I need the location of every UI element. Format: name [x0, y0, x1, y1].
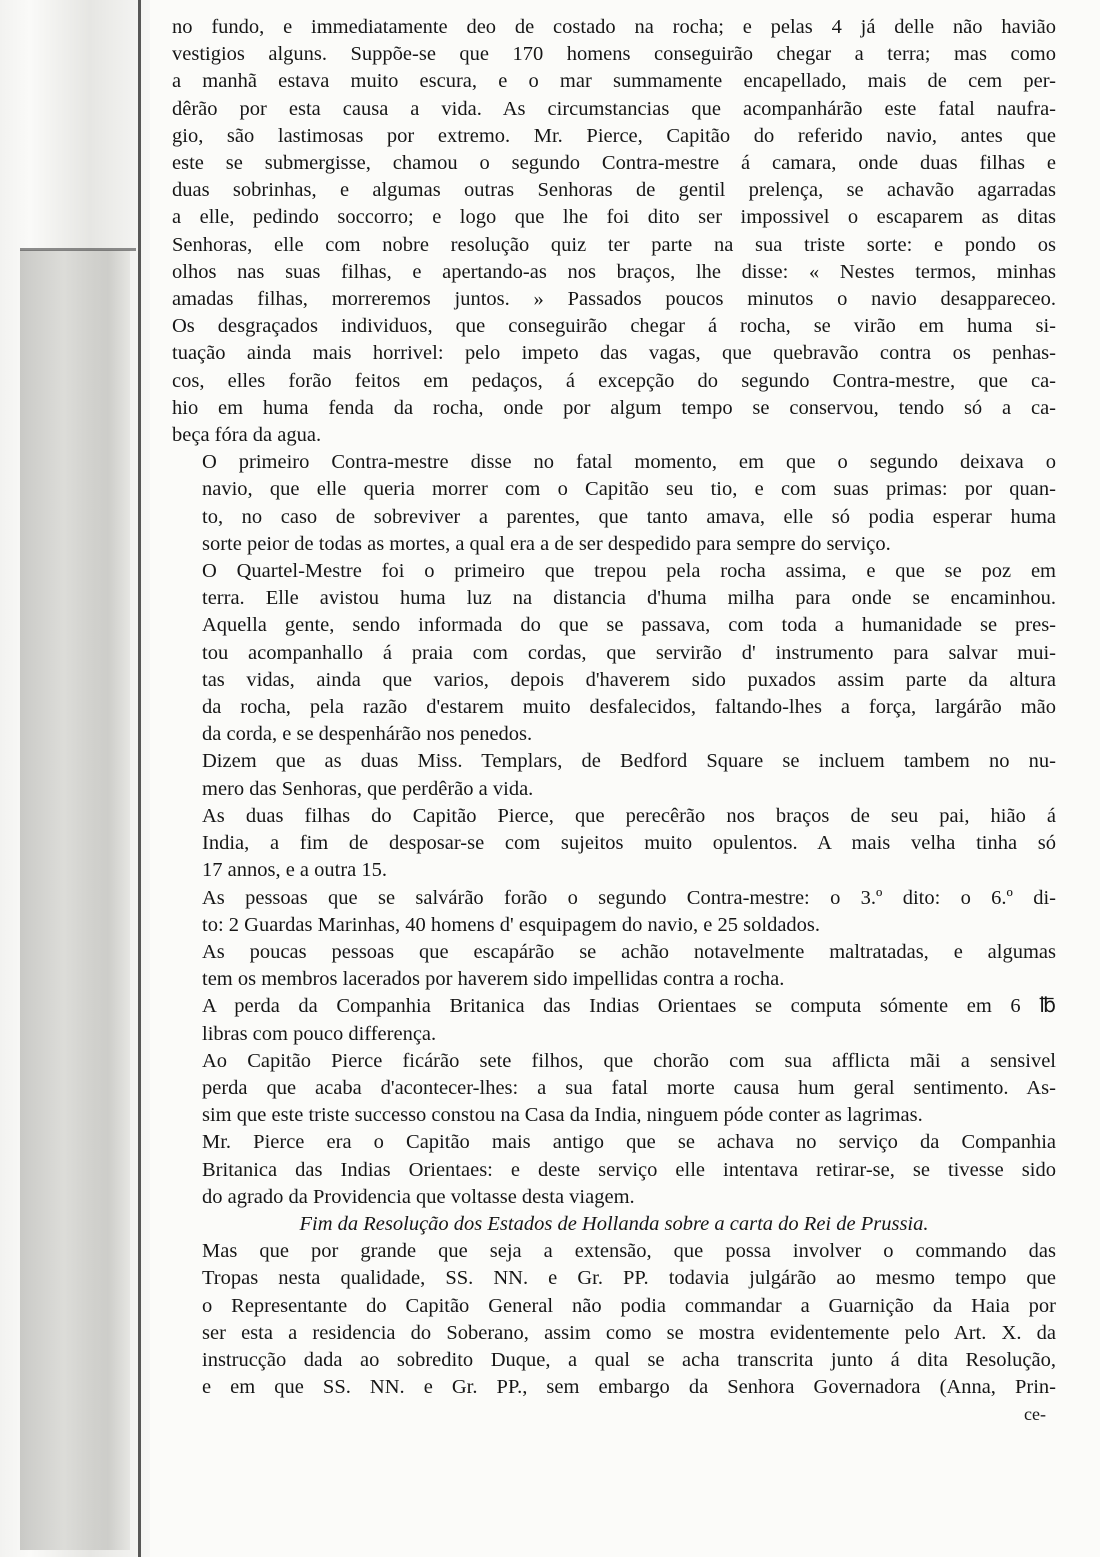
text-line: vestigios alguns. Suppõe-se que 170 homens conseguirão chegar a terra; mas como — [172, 43, 1056, 66]
text-line: O Quartel-Mestre foi o primeiro que trepou pela rocha assima, e que se poz em — [202, 560, 1056, 583]
binding-edge-line — [138, 0, 141, 1557]
text-line: India, a fim de desposar-se com sujeitos muito opulentos. A mais velha tinha só — [202, 832, 1056, 855]
text-line: mero das Senhoras, que perdêrão a vida. — [202, 777, 534, 800]
paragraph — [172, 14, 1056, 449]
closing-paragraph — [172, 1238, 1056, 1401]
text-line: olhos nas suas filhas, e apertando-as nos braços, lhe disse: « Nestes termos, minhas — [172, 260, 1056, 283]
text-line: Aquella gente, sendo informada do que se passava, com toda a humanidade se pres- — [202, 614, 1056, 637]
paragraph — [172, 558, 1056, 748]
text-line: navio, que elle queria morrer com o Capitão seu tio, e com suas primas: por quan- — [202, 478, 1056, 501]
text-line: to: 2 Guardas Marinhas, 40 homens d' esquipagem do navio, e 25 soldados. — [202, 913, 821, 936]
text-line: Os desgraçados individuos, que conseguirão chegar á rocha, se virão em huma si- — [172, 315, 1056, 338]
text-line: Ao Capitão Pierce ficárão sete filhos, que chorão com sua afflicta mãi a sensivel — [202, 1049, 1056, 1072]
text-line: a elle, pedindo soccorro; e logo que lhe foi dito ser impossivel o escaparem as ditas — [172, 206, 1056, 229]
text-line: Mas que por grande que seja a extensão, que possa involver o commando das — [202, 1240, 1056, 1263]
text-line: e em que SS. NN. e Gr. PP., sem embargo da Senhora Governadora (Anna, Prin- — [202, 1376, 1056, 1399]
gutter-shadow — [20, 250, 130, 1550]
catchword: ce- — [1024, 1404, 1046, 1425]
text-line: Dizem que as duas Miss. Templars, de Bedford Square se incluem tambem no nu- — [202, 750, 1056, 773]
text-line: beça fóra da agua. — [172, 424, 322, 447]
text-line: Tropas nesta qualidade, SS. NN. e Gr. PP. todavia julgárão ao mesmo tempo que — [202, 1267, 1056, 1290]
text-line: tem os membros lacerados por haverem sido impellidas contra a rocha. — [202, 968, 785, 991]
text-line: O primeiro Contra-mestre disse no fatal momento, em que o segundo deixava o — [202, 451, 1056, 474]
text-line: perda que acaba d'acontecer-lhes: a sua fatal morte causa hum geral sentimento. As- — [202, 1076, 1056, 1099]
text-line: gio, são lastimosas por extremo. Mr. Pierce, Capitão do referido navio, antes que — [172, 124, 1056, 147]
gutter-rule — [20, 248, 136, 251]
text-line: Britanica das Indias Orientaes: e deste serviço elle intentava retirar-se, se tivesse sido — [202, 1158, 1056, 1181]
text-line: libras com pouco differença. — [202, 1022, 437, 1045]
text-line: este se submergisse, chamou o segundo Contra-mestre á camara, onde duas filhas e — [172, 152, 1056, 175]
paragraph — [172, 1048, 1056, 1130]
text-line: Mr. Pierce era o Capitão mais antigo que se achava no serviço da Companhia — [202, 1131, 1056, 1154]
text-line: o Representante do Capitão General não podia commandar a Guarnição da Haia por — [202, 1294, 1056, 1317]
text-line: to, no caso de sobreviver a parentes, que tanto amava, elle só podia esperar huma — [202, 505, 1056, 528]
paragraph — [172, 939, 1056, 993]
body-paragraphs — [172, 14, 1056, 1211]
paragraph — [172, 748, 1056, 802]
text-line: a manhã estava muito escura, e o mar summamente encapellado, mais de cem per- — [172, 70, 1056, 93]
text-line: As poucas pessoas que escapárão se achão notavelmente maltratadas, e algumas — [202, 940, 1056, 963]
text-line: da corda, e se despenhárão nos penedos. — [202, 723, 533, 746]
text-line: As pessoas que se salvárão forão o segundo Contra-mestre: o 3.º dito: o 6.º di- — [202, 886, 1056, 909]
section-heading: Fim da Resolução dos Estados de Hollanda sobre a carta do Rei de Prussia. — [299, 1212, 929, 1235]
text-line: instrucção dada ao sobredito Duque, a qual se acha transcrita junto á dita Resolução, — [202, 1348, 1056, 1371]
text-line: duas sobrinhas, e algumas outras Senhoras de gentil prelença, se achavão agarradas — [172, 179, 1056, 202]
text-line: sorte peior de todas as mortes, a qual era a de ser despedido para sempre do serviço. — [202, 532, 891, 555]
paragraph — [172, 993, 1056, 1047]
paragraph — [172, 449, 1056, 558]
text-line: sim que este triste successo constou na Casa da India, ninguem póde conter as lagrimas. — [202, 1104, 923, 1127]
text-line: dêrão por esta causa a vida. As circumstancias que acompanhárão este fatal naufra- — [172, 97, 1056, 120]
paragraph — [172, 1129, 1056, 1211]
text-line: 17 annos, e a outra 15. — [202, 859, 388, 882]
text-line: tou acompanhallo á praia com cordas, que servirão d' instrumento para salvar mui- — [202, 641, 1056, 664]
text-line: amadas filhas, morreremos juntos. » Passados poucos minutos o navio desappareceo. — [172, 288, 1056, 311]
text-line: A perda da Companhia Britanica das Indias Orientaes se computa sómente em 6 ℔ — [202, 995, 1056, 1018]
text-column — [172, 14, 1056, 1549]
text-line: da rocha, pela razão d'estarem muito desfalecidos, faltando-lhes a força, largárão mão — [202, 696, 1056, 719]
text-line: Senhoras, elle com nobre resolução quiz ter parte na sua triste sorte: e pondo os — [172, 233, 1056, 256]
paragraph — [172, 803, 1056, 885]
text-line: As duas filhas do Capitão Pierce, que perecêrão nos braços de seu pai, hião á — [202, 804, 1056, 827]
text-line: tuação ainda mais horrivel: pelo impeto das vagas, que quebravão contra os penhas- — [172, 342, 1056, 365]
text-line: tas vidas, ainda que varios, depois d'haverem sido puxados assim parte da altura — [202, 668, 1056, 691]
text-line: terra. Elle avistou huma luz na distancia d'huma milha para onde se encaminhou. — [202, 587, 1056, 610]
text-line: no fundo, e immediatamente deo de costado na rocha; e pelas 4 já delle não havião — [172, 16, 1056, 38]
paragraph — [172, 885, 1056, 939]
text-line: ser esta a residencia do Soberano, assim como se mostra evidentemente pelo Art. X. da — [202, 1321, 1056, 1344]
paragraph — [172, 1238, 1056, 1401]
text-line: do agrado da Providencia que voltasse desta viagem. — [202, 1185, 635, 1208]
text-line: hio em huma fenda da rocha, onde por algum tempo se conservou, tendo só a ca- — [172, 396, 1056, 419]
text-line: cos, elles forão feitos em pedaços, á excepção do segundo Contra-mestre, que ca- — [172, 369, 1056, 392]
